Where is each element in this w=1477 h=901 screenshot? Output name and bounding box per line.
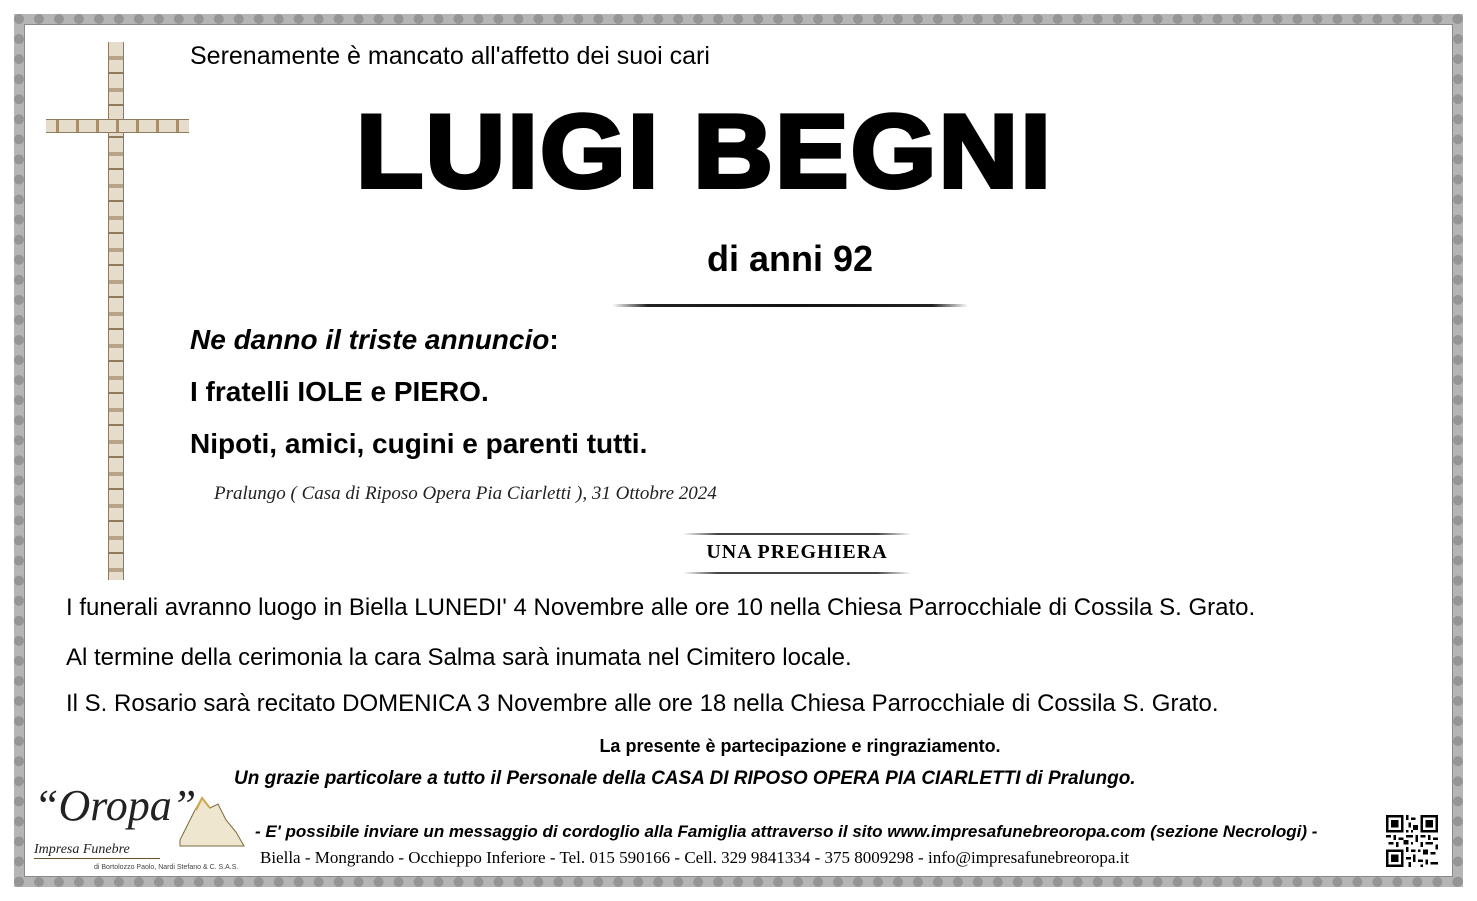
burial-info: Al termine della cerimonia la cara Salma sarà inumata nel Cimitero locale. [66,644,852,671]
family-line-2: Nipoti, amici, cugini e parenti tutti. [190,428,648,459]
condolence-message-info: - E' possibile inviare un messaggio di cordoglio alla Famiglia attraverso il sito www.impresafunebreoropa.com (sezione Necrologi) - [255,822,1318,841]
company-logo [30,780,252,880]
prayer-rule-bottom [683,572,911,574]
logo-name: “Oropa” [34,781,197,830]
announce-colon: : [549,324,559,355]
logo-subtitle: Impresa Funebre [34,842,160,859]
cross-horizontal-beam [46,119,189,133]
announce-label: Ne danno il triste annuncio [190,324,550,355]
age-text: di anni 92 [706,238,874,279]
prayer-label: UNA PREGHIERA [706,541,888,563]
prayer-rule-top [683,533,911,535]
family-line-1: I fratelli IOLE e PIERO. [190,376,489,407]
special-thanks-text: Un grazie particolare a tutto il Personale della CASA DI RIPOSO OPERA PIA CIARLETTI di Pralungo. [234,768,1136,789]
qr-code-icon [1386,815,1438,867]
thanks-text: La presente è partecipazione e ringraziamento. [599,736,1001,756]
announce-heading [190,324,559,356]
logo-company-owners: di Bortolozzo Paolo, Nardi Stefano & C. S.A.S. [94,864,239,871]
intro-text: Serenamente è mancato all'affetto dei suoi cari [190,42,710,70]
place-date: Pralungo ( Casa di Riposo Opera Pia Ciarletti ), 31 Ottobre 2024 [214,483,717,504]
contact-info: Biella - Mongrando - Occhieppo Inferiore - Tel. 015 590166 - Cell. 329 9841334 - 375 8009298 - info@impresafunebreoropa.it [260,848,1130,867]
funeral-info: I funerali avranno luogo in Biella LUNEDI' 4 Novembre alle ore 10 nella Chiesa Parrocchiale di Cossila S. Grato. [66,594,1256,621]
deceased-name: LUIGI BEGNI [356,94,1054,210]
divider-line [612,304,968,307]
rosary-info: Il S. Rosario sarà recitato DOMENICA 3 Novembre alle ore 18 nella Chiesa Parrocchiale di Cossila S. Grato. [66,690,1219,717]
